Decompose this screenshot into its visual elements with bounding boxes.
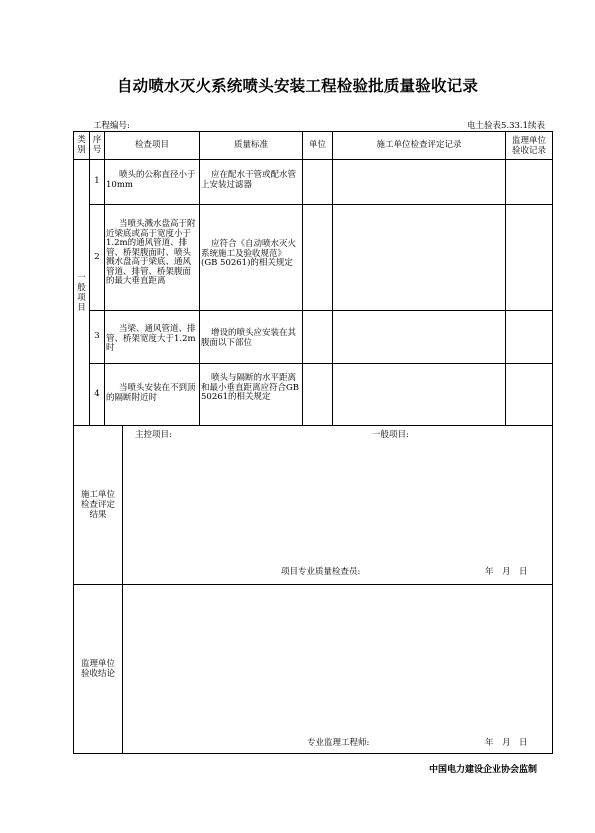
row-1-standard: 应在配水干管或配水管上安装过滤器	[201, 170, 297, 190]
header-standard: 质量标准	[233, 139, 268, 150]
row-2-standard: 应符合《自动喷水灭火系统施工及验收规范》(GB 50261)的相关规定	[201, 239, 297, 268]
row-2-item: 当喷头溅水盘高于附近梁底或高于宽度小于1.2m的通风管道、排管、桥架腹面时、喷头溅水盘高于梁底、通风管道、排管、桥架腹面的最大垂直距离	[106, 219, 196, 286]
row-1-no: 1	[94, 176, 100, 187]
eval-label-divider	[122, 425, 123, 754]
header-divider	[73, 159, 553, 160]
construction-eval-label: 施工单位检查评定结果	[80, 490, 115, 520]
row-4-standard: 喷头与隔断的水平距离和最小垂直距离应符合GB 50261的相关规定	[201, 373, 300, 402]
header-construction-record: 施工单位检查评定记录	[376, 139, 462, 150]
row-3-standard: 增设的喷头应安装在其腹面以下部位	[201, 328, 297, 348]
col-divider-construction	[332, 131, 333, 425]
header-supervision-record: 监理单位验收记录	[511, 135, 546, 156]
construction-eval-bottom	[73, 584, 553, 585]
table-border-bottom	[73, 753, 553, 754]
row-4-item: 当喷头安装在不到顶的隔断附近时	[106, 383, 196, 403]
category-general: 一般项目	[77, 272, 86, 313]
footer-issuer: 中国电力建设企业协会监制	[428, 765, 537, 775]
row-2-no: 2	[94, 251, 100, 262]
header-category: 类别	[77, 135, 86, 155]
header-unit: 单位	[308, 139, 326, 150]
row-divider-3	[89, 363, 553, 364]
quality-inspector-label: 项目专业质量检查员:	[281, 567, 361, 577]
header-item: 检查项目	[134, 139, 169, 150]
construction-eval-date: 年 月 日	[485, 567, 528, 577]
project-number-label: 工程编号:	[93, 121, 130, 131]
row-4-no: 4	[94, 388, 100, 399]
row-1-item: 喷头的公称直径小于10mm	[106, 170, 196, 190]
supervising-engineer-label: 专业监理工程师:	[307, 738, 370, 748]
header-seq: 序号	[92, 135, 102, 155]
row-3-item: 当梁、通风管道、排管、桥架宽度大于1.2m时	[106, 324, 196, 353]
col-divider-item	[104, 131, 105, 425]
form-code: 电土验表5.33.1续表	[466, 121, 545, 131]
page-title: 自动喷水灭火系统喷头安装工程检验批质量验收记录	[116, 77, 479, 95]
supervision-conclusion-date: 年 月 日	[485, 738, 528, 748]
col-divider-standard	[199, 131, 200, 425]
general-items-bottom	[73, 425, 553, 426]
row-divider-1	[89, 204, 553, 205]
col-divider-supervision	[505, 131, 506, 425]
row-3-no: 3	[94, 331, 100, 342]
row-divider-2	[89, 310, 553, 311]
main-items-label: 主控项目:	[135, 430, 172, 440]
general-items-label: 一般项目:	[372, 430, 409, 440]
table-border-right	[552, 131, 553, 754]
supervision-conclusion-label: 监理单位验收结论	[80, 659, 115, 679]
col-divider-unit	[302, 131, 303, 425]
